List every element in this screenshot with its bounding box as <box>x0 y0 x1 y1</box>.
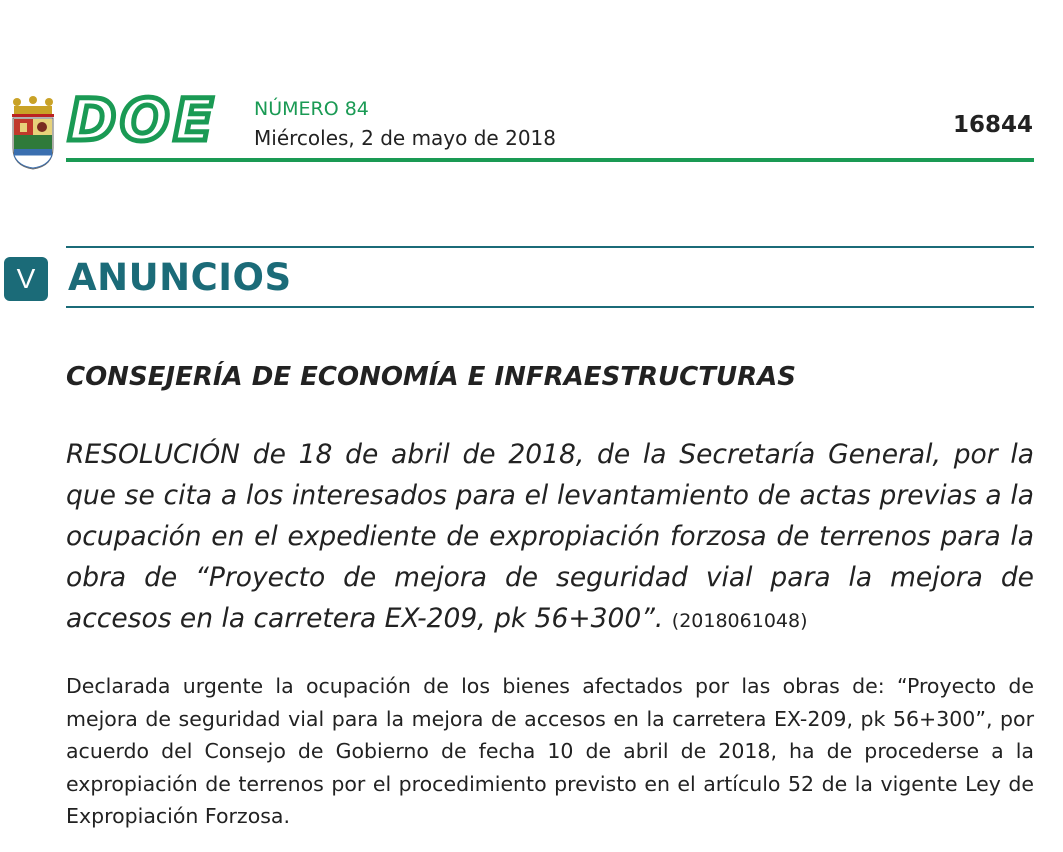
doe-logo <box>66 90 236 150</box>
section-badge: V <box>4 257 48 301</box>
section-divider-top <box>66 246 1034 248</box>
issue-number: NÚMERO 84 <box>254 98 369 120</box>
coat-of-arms-icon <box>8 96 58 170</box>
page-number: 16844 <box>952 112 1033 138</box>
doe-logo-text <box>68 90 217 150</box>
resolution-text: RESOLUCIÓN de 18 de abril de 2018, de la Secretaría General, por la que se cita a los interesados para el levantamiento de actas previas a la ocupación en el expediente de expropiación forzosa de terrenos para la obra de “Proyecto de mejora de seguridad vial para la mejora de accesos en la carretera EX-209, pk 56+300”. <box>66 439 1034 634</box>
body-paragraph: Declarada urgente la ocupación de los bienes afectados por las obras de: “Proyecto de mejora de seguridad vial para la mejora de accesos en la carretera EX-209, pk 56+300”, por acuerdo del Consejo de Gobierno de fecha 10 de abril de 2018, ha de procederse a la expropiación de terrenos por el procedimiento previsto en el artículo 52 de la vigente Ley de Expropiación Forzosa. <box>66 674 1034 828</box>
resolution-title <box>66 434 1034 642</box>
ministry-heading: CONSEJERÍA DE ECONOMÍA E INFRAESTRUCTURAS <box>66 362 796 392</box>
section-title: ANUNCIOS <box>68 256 292 299</box>
resolution-reference: (2018061048) <box>671 610 808 632</box>
issue-date: Miércoles, 2 de mayo de 2018 <box>254 126 556 150</box>
header-divider <box>66 158 1034 162</box>
section-divider-bottom <box>66 306 1034 308</box>
